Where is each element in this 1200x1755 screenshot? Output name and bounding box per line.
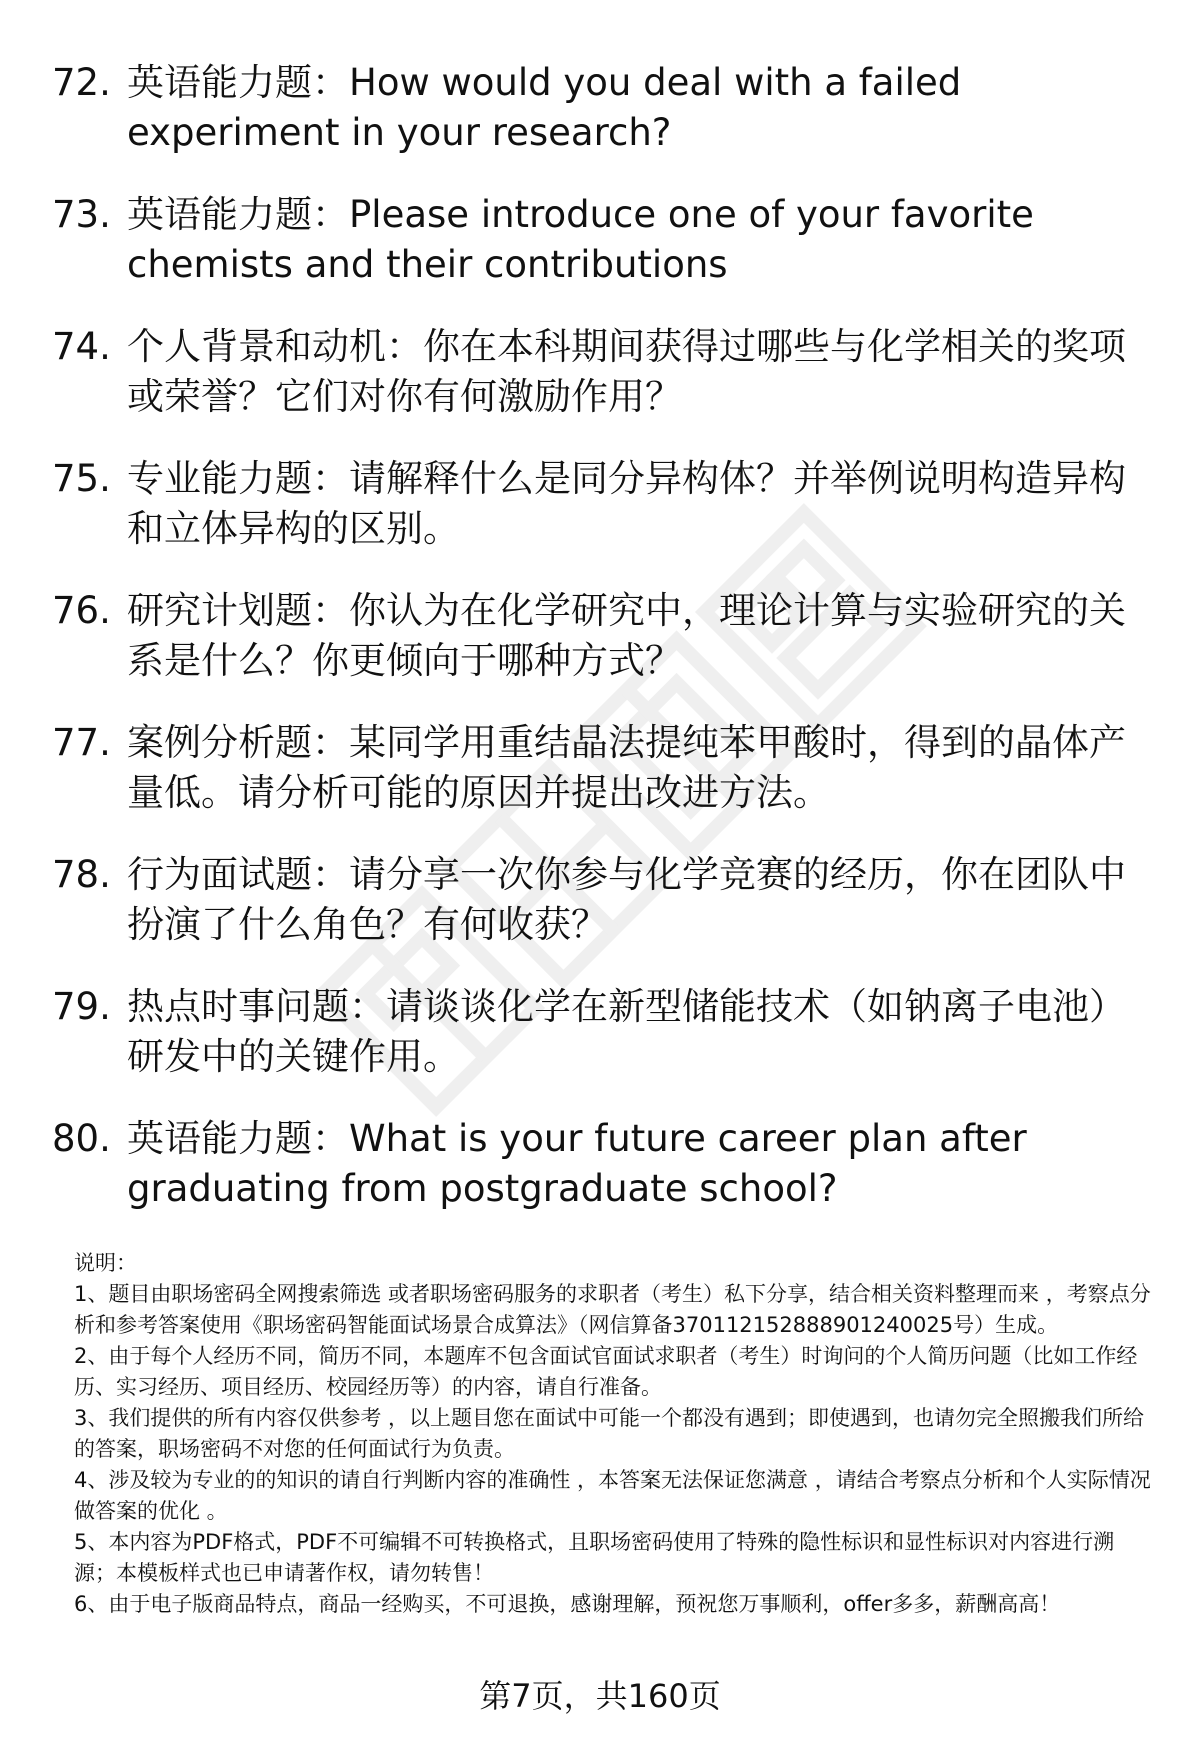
question-number: 79.	[52, 985, 111, 1028]
question-text: 热点时事问题：请谈谈化学在新型储能技术（如钠离子电池）研发中的关键作用。	[127, 985, 1126, 1078]
question-number: 76.	[52, 589, 111, 632]
question-text: 英语能力题：What is your future career plan after graduating from postgraduate school?	[127, 1117, 1027, 1210]
question-number: 77.	[52, 721, 111, 764]
note-item: 5、本内容为PDF格式，PDF不可编辑不可转换格式，且职场密码使用了特殊的隐性标识和显性标识对内容进行溯源；本模板样式也已申请著作权，请勿转售！	[74, 1530, 1115, 1585]
page-number-footer: 第7页，共160页	[479, 1677, 721, 1715]
notes-title: 说明：	[74, 1251, 137, 1275]
note-item: 1、题目由职场密码全网搜索筛选 或者职场密码服务的求职者（考生）私下分享，结合相关资料整理而来 ，考察点分析和参考答案使用《职场密码智能面试场景合成算法》（网信算备370112152888901240025号）生成。	[74, 1282, 1151, 1337]
question-number: 73.	[52, 193, 111, 236]
question-item	[0, 982, 1200, 1114]
note-item: 3、我们提供的所有内容仅供参考 ，以上题目您在面试中可能一个都没有遇到；即使遇到，也请勿完全照搬我们所给的答案，职场密码不对您的任何面试行为负责。	[74, 1406, 1145, 1461]
question-item	[0, 190, 1200, 322]
question-text: 行为面试题：请分享一次你参与化学竞赛的经历，你在团队中扮演了什么角色？有何收获？	[127, 853, 1126, 946]
question-text: 英语能力题：Please introduce one of your favorite chemists and their contributions	[127, 193, 1034, 286]
question-item	[0, 58, 1200, 190]
question-text: 专业能力题：请解释什么是同分异构体？并举例说明构造异构和立体异构的区别。	[127, 457, 1126, 550]
question-item	[0, 718, 1200, 850]
question-text: 案例分析题：某同学用重结晶法提纯苯甲酸时，得到的晶体产量低。请分析可能的原因并提出改进方法。	[127, 721, 1126, 814]
note-item: 4、涉及较为专业的的知识的请自行判断内容的准确性 ，本答案无法保证您满意 ，请结合考察点分析和个人实际情况做答案的优化 。	[74, 1468, 1151, 1523]
question-item	[0, 322, 1200, 454]
question-number: 75.	[52, 457, 111, 500]
question-text: 研究计划题：你认为在化学研究中，理论计算与实验研究的关系是什么？你更倾向于哪种方式？	[127, 589, 1126, 682]
question-item	[0, 454, 1200, 586]
question-number: 80.	[52, 1117, 111, 1160]
question-number: 78.	[52, 853, 111, 896]
question-text: 个人背景和动机：你在本科期间获得过哪些与化学相关的奖项或荣誉？它们对你有何激励作用？	[127, 325, 1126, 418]
question-item	[0, 1114, 1200, 1246]
question-text: 英语能力题：How would you deal with a failed experiment in your research?	[127, 61, 962, 154]
question-list	[0, 58, 1200, 1246]
question-number: 74.	[52, 325, 111, 368]
note-item: 2、由于每个人经历不同，简历不同，本题库不包含面试官面试求职者（考生）时询问的个人简历问题（比如工作经历、实习经历、项目经历、校园经历等）的内容，请自行准备。	[74, 1344, 1138, 1399]
question-item	[0, 850, 1200, 982]
question-item	[0, 586, 1200, 718]
note-item: 6、由于电子版商品特点，商品一经购买，不可退换，感谢理解，预祝您万事顺利，offer多多，薪酬高高！	[74, 1592, 1061, 1616]
question-number: 72.	[52, 61, 111, 104]
notes-section	[74, 1248, 1156, 1620]
